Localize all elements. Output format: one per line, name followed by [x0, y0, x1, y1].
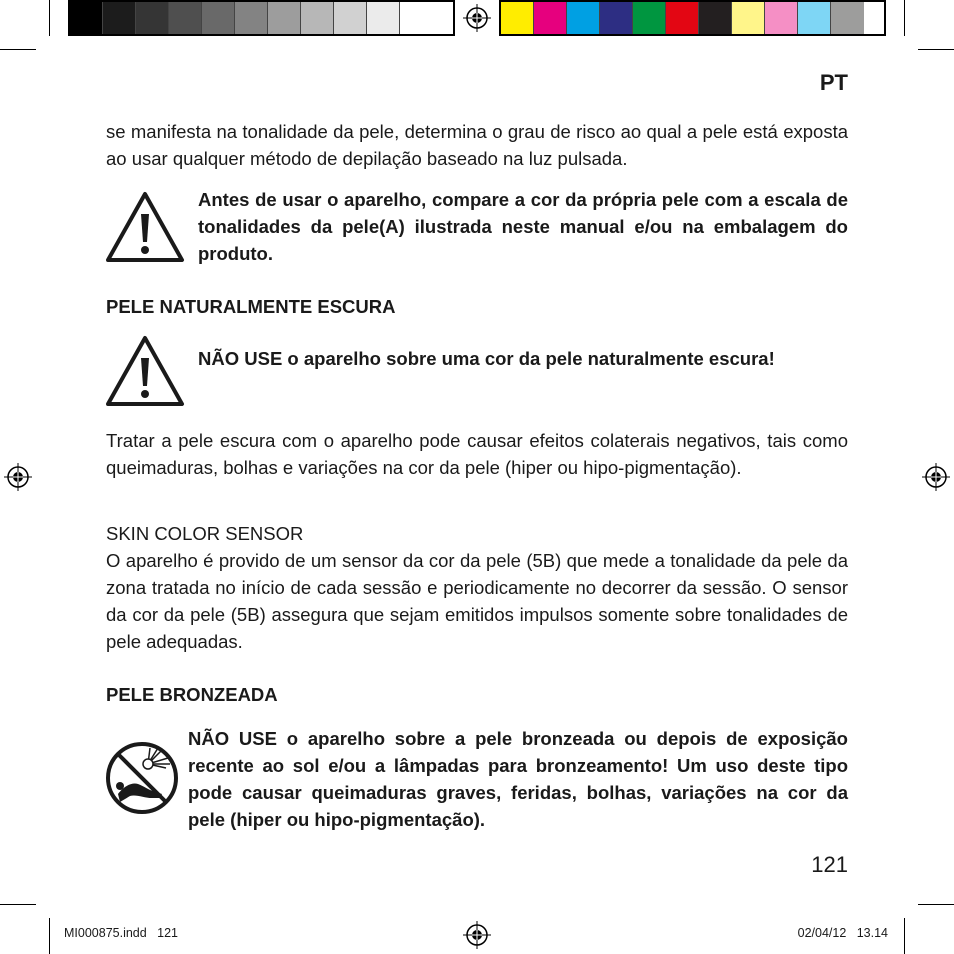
- process-color-swatch: [501, 2, 534, 34]
- sensor-paragraph: O aparelho é provido de um sensor da cor da pele (5B) que mede a tonalidade da pele da zona tratada no início de cada sessão e periodicamente no decorrer da sessão. O sensor da cor da pele (5B) assegura que sejam emitidos impulsos somente sobre tonalidades de pele adequadas.: [106, 550, 848, 652]
- process-color-swatch: [534, 2, 567, 34]
- grayscale-swatch: [136, 2, 169, 34]
- sensor-heading: SKIN COLOR SENSOR: [106, 523, 304, 544]
- language-tag: PT: [819, 70, 848, 95]
- process-color-swatch: [600, 2, 633, 34]
- grayscale-swatch: [103, 2, 136, 34]
- page-number: 121: [811, 852, 848, 877]
- process-color-swatch: [567, 2, 600, 34]
- registration-mark-top-icon: [463, 4, 491, 32]
- heading-tanned-skin: PELE BRONZEADA: [106, 684, 278, 705]
- crop-mark-top-left-v: [49, 0, 50, 36]
- grayscale-swatch: [301, 2, 334, 34]
- crop-mark-bottom-left-h: [0, 904, 36, 905]
- crop-mark-top-right-v: [904, 0, 905, 36]
- grayscale-swatch: [367, 2, 400, 34]
- crop-mark-bottom-left-v: [49, 918, 50, 954]
- grayscale-swatch: [169, 2, 202, 34]
- footer-file-label: MI000875.indd 121: [64, 926, 178, 940]
- grayscale-swatch: [400, 2, 433, 34]
- grayscale-swatch: [235, 2, 268, 34]
- warning-tanned-skin-text: NÃO USE o aparelho sobre a pele bronzeada ou depois de exposição recente ao sol e/ou a lâmpadas para bronzeamento! Um uso deste tipo pode causar queimaduras graves, feridas, bolhas, variações na cor da pele (hiper ou hipo-pigmentação).: [188, 728, 848, 830]
- grayscale-swatch: [334, 2, 367, 34]
- process-color-swatch: [666, 2, 699, 34]
- warning-triangle-icon: [104, 334, 186, 408]
- crop-mark-top-left-h: [0, 49, 36, 50]
- warning-skin-tone-text: Antes de usar o aparelho, compare a cor da própria pele com a escala de tonalidades da pele(A) ilustrada neste manual e/ou na embalagem do produto.: [198, 189, 848, 264]
- crop-mark-top-right-h: [918, 49, 954, 50]
- process-color-swatch: [798, 2, 831, 34]
- heading-dark-skin: PELE NATURALMENTE ESCURA: [106, 296, 396, 317]
- registration-mark-right-icon: [922, 463, 950, 491]
- no-tanning-icon: [104, 740, 180, 816]
- grayscale-swatch: [202, 2, 235, 34]
- process-color-swatch: [732, 2, 765, 34]
- process-color-swatch: [633, 2, 666, 34]
- grayscale-swatch: [268, 2, 301, 34]
- dark-skin-paragraph: Tratar a pele escura com o aparelho pode causar efeitos colaterais negativos, tais como queimaduras, bolhas e variações na cor da pele (hiper ou hipo-pigmentação).: [106, 430, 848, 478]
- process-color-swatch: [831, 2, 864, 34]
- footer-datetime-label: 02/04/12 13.14: [797, 926, 888, 940]
- color-bar-process: [499, 0, 886, 36]
- warning-triangle-icon: [104, 190, 186, 264]
- registration-mark-bottom-icon: [463, 921, 491, 949]
- grayscale-swatch: [70, 2, 103, 34]
- crop-mark-bottom-right-v: [904, 918, 905, 954]
- crop-mark-bottom-right-h: [918, 904, 954, 905]
- registration-mark-left-icon: [4, 463, 32, 491]
- process-color-swatch: [699, 2, 732, 34]
- intro-paragraph: se manifesta na tonalidade da pele, determina o grau de risco ao qual a pele está exposta ao usar qualquer método de depilação baseado na luz pulsada.: [106, 121, 848, 169]
- color-bar-grayscale: [68, 0, 455, 36]
- process-color-swatch: [765, 2, 798, 34]
- warning-dark-skin-text: NÃO USE o aparelho sobre uma cor da pele naturalmente escura!: [198, 348, 775, 369]
